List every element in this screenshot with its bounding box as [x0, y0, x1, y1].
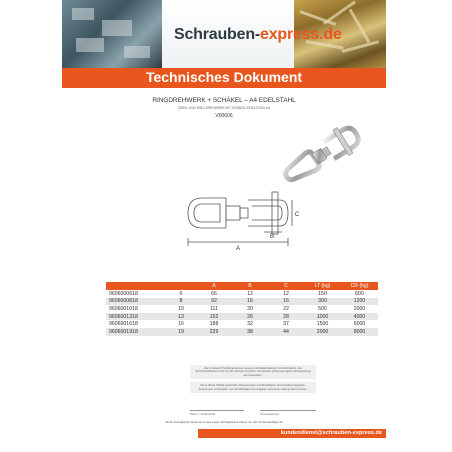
- footer-note: Nicht vertragliches Dokument, das Lager-Verfügbarkeit hängt von der Kundenauflage ab: [165, 420, 283, 424]
- table-cell: 8000: [341, 328, 378, 336]
- table-cell: 9606000618: [109, 290, 138, 297]
- column-header: A: [196, 282, 232, 290]
- column-header: CR (kg): [341, 282, 378, 290]
- table-cell: 6000: [353, 321, 366, 328]
- table-cell: 8: [166, 298, 196, 306]
- table-cell: 111: [210, 305, 218, 312]
- table-cell: 38: [232, 328, 268, 336]
- note-dimension-disclaimer: Die in dieser Tabelle genannten Abmessungen und Bruchlasten sind Annäherungswerte. Änderungen vorbehalten. Für die Richtigkeit der Angaben wird keine Haftung übernommen.: [190, 382, 316, 393]
- signature-field: Datum / Unterschrift: [190, 410, 244, 416]
- table-cell: 12: [247, 290, 253, 297]
- document-page: [62, 0, 386, 452]
- table-cell: 28: [268, 313, 304, 321]
- document-title: Technisches Dokument: [145, 69, 303, 85]
- notes-section: [190, 365, 316, 396]
- table-cell: 20: [247, 305, 253, 312]
- table-cell: 150: [318, 290, 327, 297]
- table-cell: 9606001318: [106, 313, 166, 321]
- table-cell: 16: [232, 298, 268, 306]
- table-row: [106, 313, 378, 321]
- table-cell: 16: [268, 298, 304, 306]
- table-cell: 1500: [316, 321, 329, 328]
- table-cell: 26: [232, 313, 268, 321]
- dimension-label-c: C: [294, 212, 300, 218]
- table-cell: 66: [211, 290, 217, 297]
- table-row: [106, 305, 378, 313]
- product-code: V00606: [215, 113, 233, 119]
- table-cell: 37: [283, 321, 289, 328]
- table-cell: 9606001918: [106, 328, 166, 336]
- dimension-label-b: B: [269, 234, 275, 240]
- table-cell: 6: [179, 290, 183, 297]
- column-header: LT (kg): [304, 282, 341, 290]
- table-row: [106, 320, 378, 328]
- header-banner: [62, 0, 386, 68]
- table-header-row: [106, 282, 378, 290]
- table-row: [106, 328, 378, 336]
- table-cell: 9606000818: [106, 298, 166, 306]
- brand-name-accent: express.de: [260, 26, 342, 43]
- table-cell: 1000: [304, 313, 341, 321]
- title-bar: [62, 68, 386, 88]
- column-header: [106, 282, 166, 290]
- table-cell: 1200: [341, 298, 378, 306]
- table-cell: 10: [178, 305, 184, 312]
- table-row: [106, 298, 378, 306]
- stamp-field: Firmenstempel: [260, 410, 316, 416]
- table-cell: 300: [304, 298, 341, 306]
- table-cell: 44: [268, 328, 304, 336]
- support-email-link[interactable]: kundendienst@schrauben-express.de: [280, 430, 382, 436]
- table-cell: 32: [247, 321, 253, 328]
- brand-logo[interactable]: [174, 26, 342, 44]
- specification-table: [106, 282, 378, 336]
- tools-photo: [62, 0, 162, 68]
- footer-bar: [198, 429, 386, 438]
- table-cell: 229: [196, 328, 232, 336]
- technical-drawing: [180, 188, 360, 254]
- table-cell: 9606001618: [109, 321, 138, 328]
- product-title: RINGDREHWERK + SCHÄKEL – A4 EDELSTAHL: [152, 97, 296, 104]
- table-cell: 12: [283, 290, 289, 297]
- product-subtitle: ÖSEN- UND RING-DREHWERK MIT SCHÄKEL EDELSTAHL A4: [177, 106, 271, 110]
- note-load-disclaimer: Die in diesem Produkt genannten Lasten und Belastbarkeiten sind Richtwerte. Die Sicherheitsfaktoren sind vor dem Einsatz zu prüfen. Der Einsatz erfolgt auf eigene Verantwortung des Anwenders.: [190, 365, 316, 379]
- signature-row: [190, 410, 316, 418]
- column-header: B: [232, 282, 268, 290]
- product-photo: [278, 118, 368, 190]
- table-cell: 188: [209, 321, 219, 328]
- column-header: [166, 282, 196, 290]
- table-cell: 22: [283, 305, 289, 312]
- table-cell: 500: [318, 305, 327, 312]
- table-cell: 600: [355, 290, 364, 297]
- table-cell: 4000: [341, 313, 378, 321]
- table-cell: 9606001018: [109, 305, 138, 312]
- column-header: C: [268, 282, 304, 290]
- brand-name-main: Schrauben-: [174, 26, 261, 43]
- table-row: [106, 290, 378, 298]
- table-cell: 16: [178, 321, 184, 328]
- table-cell: 2000: [353, 305, 366, 312]
- table-cell: 19: [166, 328, 196, 336]
- dimension-label-a: A: [235, 246, 241, 252]
- table-cell: 152: [196, 313, 232, 321]
- table-cell: 2000: [304, 328, 341, 336]
- table-cell: 92: [196, 298, 232, 306]
- table-cell: 13: [166, 313, 196, 321]
